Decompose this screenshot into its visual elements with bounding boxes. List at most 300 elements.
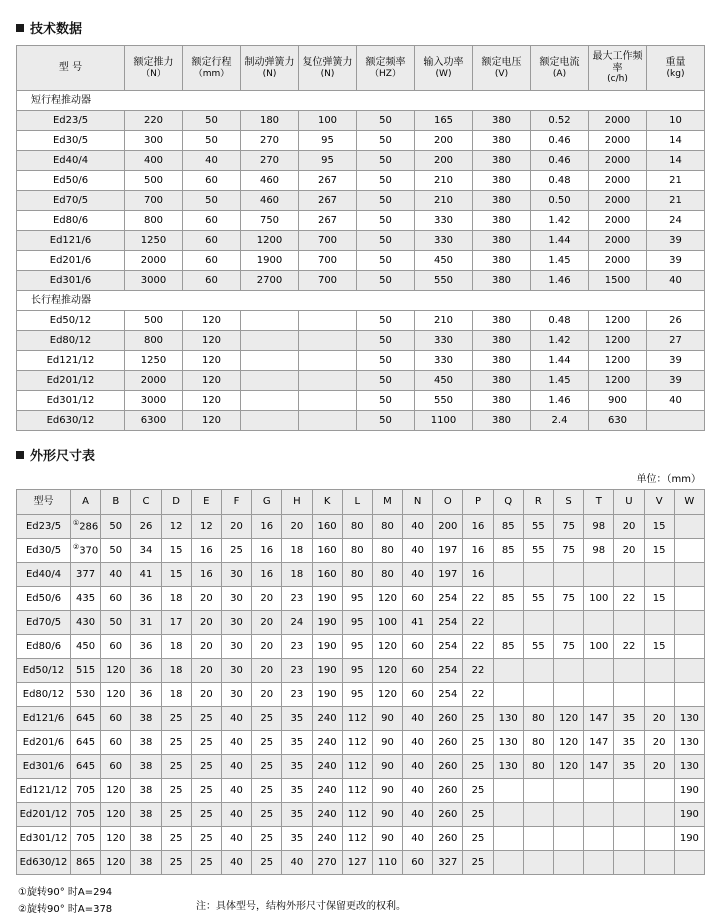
data-cell: 30 [221,611,251,635]
table-group-row [17,91,705,111]
data-cell: 25 [252,731,282,755]
table-row [17,851,705,875]
data-cell: 16 [191,563,221,587]
header-label: 额定电流 [539,57,580,69]
model-cell: Ed121/12 [17,779,71,803]
data-cell: 40 [403,803,433,827]
data-cell: 1200 [241,231,299,251]
data-cell: 120 [101,827,131,851]
data-cell [584,611,614,635]
data-cell: 112 [342,755,372,779]
data-cell: 16 [252,563,282,587]
data-cell [493,563,523,587]
data-cell: 200 [415,151,473,171]
data-cell: 197 [433,563,463,587]
data-cell: 75 [554,587,584,611]
model-cell: Ed23/5 [17,515,71,539]
data-cell: 60 [183,171,241,191]
data-cell [614,803,644,827]
data-cell: 50 [357,111,415,131]
data-cell: 50 [357,331,415,351]
data-cell: 254 [433,587,463,611]
data-cell: 25 [252,851,282,875]
data-cell: 90 [372,803,402,827]
data-cell: 20 [282,515,312,539]
header-unit: (W) [435,68,452,79]
data-cell: 435 [71,587,101,611]
data-cell: 23 [282,587,312,611]
data-cell: 25 [161,731,191,755]
model-cell: Ed70/5 [17,191,125,211]
model-cell: Ed40/4 [17,151,125,171]
data-cell [614,827,644,851]
table-row [17,231,705,251]
data-cell: 98 [584,539,614,563]
data-cell: 2000 [125,371,183,391]
data-cell [644,803,674,827]
data-cell: 120 [183,311,241,331]
data-cell [299,331,357,351]
table-row [17,803,705,827]
data-cell: 23 [282,635,312,659]
data-cell: 200 [415,131,473,151]
data-cell: 36 [131,635,161,659]
header-label: 制动弹簧力 [244,57,295,69]
data-cell [584,803,614,827]
data-cell: 16 [463,539,493,563]
data-cell: 3000 [125,391,183,411]
table-row [17,683,705,707]
data-cell: 530 [71,683,101,707]
data-cell: 377 [71,563,101,587]
data-cell: 260 [433,779,463,803]
data-cell: 55 [523,515,553,539]
table-row [17,611,705,635]
data-cell: 260 [433,707,463,731]
data-cell: 0.48 [531,171,589,191]
data-cell: 2.4 [531,411,589,431]
data-cell: 120 [372,659,402,683]
model-cell: Ed50/6 [17,171,125,191]
data-cell: 20 [191,683,221,707]
data-cell: 20 [191,659,221,683]
data-cell: 40 [221,803,251,827]
data-cell [554,611,584,635]
table-row [17,539,705,563]
data-cell: 25 [463,755,493,779]
data-cell: 1.42 [531,211,589,231]
data-cell: 0.48 [531,311,589,331]
tech-header-cell-3 [241,46,299,91]
table-group-row [17,291,705,311]
data-cell: 165 [415,111,473,131]
data-cell: 40 [647,391,705,411]
data-cell: 130 [493,755,523,779]
data-cell: 330 [415,351,473,371]
dim-header-cell-10: L [342,490,372,515]
data-cell: 380 [473,171,531,191]
header-unit: (A) [552,68,567,79]
table-row [17,171,705,191]
data-cell: 25 [252,803,282,827]
data-cell: 35 [282,779,312,803]
model-cell: Ed121/6 [17,231,125,251]
data-cell: 40 [221,779,251,803]
data-cell: 1.46 [531,391,589,411]
data-cell [554,683,584,707]
table-row [17,587,705,611]
data-cell: 270 [241,131,299,151]
data-cell: 50 [101,539,131,563]
dim-header-cell-13: O [433,490,463,515]
data-cell: 240 [312,827,342,851]
data-cell: 25 [463,827,493,851]
data-cell: 210 [415,191,473,211]
model-cell: Ed201/6 [17,731,71,755]
data-cell: 95 [299,151,357,171]
unit-note: 单位：（mm） [636,474,701,485]
data-cell: 180 [241,111,299,131]
data-cell: 10 [647,111,705,131]
data-cell [493,851,523,875]
data-cell: 190 [312,611,342,635]
dim-header-cell-3: C [131,490,161,515]
data-cell: 380 [473,111,531,131]
data-cell: 36 [131,683,161,707]
header-unit: （HZ） [370,68,401,79]
data-cell: 40 [403,755,433,779]
data-cell: 254 [433,635,463,659]
data-cell: 50 [357,211,415,231]
data-cell: 95 [342,635,372,659]
data-cell: 31 [131,611,161,635]
data-cell: 60 [101,587,131,611]
data-cell [554,563,584,587]
data-cell: 240 [312,707,342,731]
data-cell: 260 [433,755,463,779]
data-cell [554,779,584,803]
model-cell: Ed201/6 [17,251,125,271]
data-cell: 35 [282,731,312,755]
tech-header-cell-6 [415,46,473,91]
data-cell: 60 [403,635,433,659]
data-cell: 20 [252,635,282,659]
data-cell: 240 [312,779,342,803]
data-cell: 98 [584,515,614,539]
model-cell: Ed80/12 [17,331,125,351]
data-cell: 40 [403,515,433,539]
data-cell: 41 [403,611,433,635]
data-cell: 1900 [241,251,299,271]
data-cell [523,851,553,875]
data-cell: 20 [644,707,674,731]
model-cell: Ed80/6 [17,635,71,659]
data-cell: 20 [221,515,251,539]
bullet-square-icon [16,451,24,459]
data-cell: 20 [252,587,282,611]
data-cell: 645 [71,707,101,731]
data-cell [584,779,614,803]
data-cell: 25 [191,803,221,827]
data-cell: 80 [342,539,372,563]
data-cell: 22 [614,587,644,611]
data-cell: 1.44 [531,351,589,371]
dim-header-cell-4: D [161,490,191,515]
tech-header-cell-10 [647,46,705,91]
model-cell: Ed121/12 [17,351,125,371]
dim-header-cell-19: U [614,490,644,515]
table-row [17,111,705,131]
data-cell: 190 [312,659,342,683]
data-cell [523,563,553,587]
data-cell: 90 [372,707,402,731]
data-cell [614,683,644,707]
section-title-text: 技术数据 [30,22,83,37]
data-cell: 60 [101,755,131,779]
header-label: 输入功率 [423,57,464,69]
data-cell: 38 [131,827,161,851]
data-cell [493,611,523,635]
data-cell: 160 [312,563,342,587]
data-cell: 75 [554,539,584,563]
data-cell: 35 [282,803,312,827]
dim-header-cell-16: R [523,490,553,515]
data-cell [493,827,523,851]
data-cell: 700 [299,251,357,271]
data-cell: 22 [614,635,644,659]
data-cell: 100 [299,111,357,131]
data-cell: 50 [357,191,415,211]
data-cell: 220 [125,111,183,131]
dim-header-cell-17: S [554,490,584,515]
data-cell: 260 [433,803,463,827]
data-cell: 60 [403,683,433,707]
data-cell: 197 [433,539,463,563]
table-row [17,707,705,731]
data-cell: 120 [372,587,402,611]
header-unit: (N) [320,68,335,79]
data-cell [674,659,704,683]
data-cell [493,683,523,707]
data-cell: 26 [647,311,705,331]
data-cell: ①286 [71,515,101,539]
data-cell [674,515,704,539]
data-cell: 2000 [589,111,647,131]
tech-header-cell-9 [589,46,647,91]
data-cell: 95 [342,611,372,635]
data-cell: 60 [101,635,131,659]
table-row [17,211,705,231]
data-cell: 120 [183,371,241,391]
data-cell: 25 [161,779,191,803]
data-cell: 100 [584,587,614,611]
data-cell: 90 [372,755,402,779]
data-cell: 254 [433,683,463,707]
data-cell: 60 [403,851,433,875]
data-cell: 112 [342,827,372,851]
data-cell: 40 [403,827,433,851]
data-cell [644,563,674,587]
data-cell: 20 [614,539,644,563]
data-cell: 270 [241,151,299,171]
data-cell [554,851,584,875]
data-cell: 20 [644,731,674,755]
data-cell [644,659,674,683]
data-cell: 865 [71,851,101,875]
group-label: 长行程推动器 [17,291,705,311]
data-cell: 2000 [125,251,183,271]
data-cell: 330 [415,231,473,251]
header-unit: (kg) [666,68,685,79]
data-cell: 2000 [589,211,647,231]
data-cell: 50 [357,151,415,171]
table-row [17,731,705,755]
data-cell: 25 [252,827,282,851]
technical-data-table [16,45,705,431]
data-cell: 35 [614,731,644,755]
data-cell: 50 [357,311,415,331]
data-cell [523,827,553,851]
data-cell: 21 [647,191,705,211]
data-cell: 112 [342,779,372,803]
data-cell: 380 [473,311,531,331]
data-cell: 20 [191,587,221,611]
data-cell [299,351,357,371]
data-cell: 25 [463,851,493,875]
data-cell: 12 [191,515,221,539]
data-cell: 40 [221,731,251,755]
data-cell: 15 [644,515,674,539]
data-cell: 550 [415,271,473,291]
data-cell: 120 [101,779,131,803]
data-cell: 40 [183,151,241,171]
data-cell: 24 [647,211,705,231]
data-cell: 0.50 [531,191,589,211]
data-cell: 30 [221,683,251,707]
section-title-text: 外形尺寸表 [30,449,96,464]
data-cell [241,311,299,331]
data-cell: 130 [493,731,523,755]
header-label: 额定频率 [365,57,406,69]
data-cell: 15 [161,539,191,563]
data-cell: 112 [342,707,372,731]
tech-header-cell-8 [531,46,589,91]
data-cell: 515 [71,659,101,683]
data-cell: 190 [674,827,704,851]
data-cell [241,411,299,431]
data-cell: 40 [647,271,705,291]
data-cell: 120 [101,803,131,827]
data-cell: 112 [342,803,372,827]
data-cell: 20 [191,611,221,635]
data-cell: 800 [125,211,183,231]
data-cell: 40 [101,563,131,587]
data-cell: 630 [589,411,647,431]
table-row [17,351,705,371]
data-cell: 39 [647,251,705,271]
data-cell: 25 [463,779,493,803]
data-cell: 25 [161,851,191,875]
data-cell: 50 [357,231,415,251]
data-cell: 60 [183,211,241,231]
model-cell: Ed301/12 [17,391,125,411]
data-cell: 50 [357,351,415,371]
data-cell: 35 [282,755,312,779]
data-cell: 95 [342,683,372,707]
data-cell: 40 [221,755,251,779]
data-cell: 36 [131,587,161,611]
data-cell: 50 [101,611,131,635]
data-cell: 16 [252,539,282,563]
data-cell: 190 [312,635,342,659]
data-cell: 38 [131,779,161,803]
data-cell: 380 [473,151,531,171]
data-cell: 80 [523,755,553,779]
data-cell: 100 [372,611,402,635]
data-cell: 200 [433,515,463,539]
data-cell: 40 [403,563,433,587]
data-cell: 80 [372,539,402,563]
data-cell: 27 [647,331,705,351]
dim-header-cell-20: V [644,490,674,515]
data-cell: 25 [463,731,493,755]
dimensions-table-wrap [16,470,705,875]
data-cell: 20 [252,611,282,635]
datasheet-page [0,18,721,915]
data-cell: 260 [433,827,463,851]
table-row [17,411,705,431]
data-cell: 14 [647,151,705,171]
data-cell: 380 [473,251,531,271]
data-cell [674,851,704,875]
data-cell: 110 [372,851,402,875]
header-label: 复位弹簧力 [302,57,353,69]
dim-header-cell-1: A [71,490,101,515]
data-cell: 147 [584,731,614,755]
header-label: 额定推力 [133,57,174,69]
data-cell: 95 [342,587,372,611]
data-cell: 254 [433,611,463,635]
data-cell: 50 [357,171,415,191]
table-row [17,779,705,803]
data-cell: 18 [282,563,312,587]
data-cell: 20 [191,635,221,659]
data-cell: 40 [221,707,251,731]
data-cell: 254 [433,659,463,683]
table-row [17,755,705,779]
data-cell: 380 [473,331,531,351]
data-cell: 120 [183,331,241,351]
data-cell: 327 [433,851,463,875]
data-cell: 2000 [589,251,647,271]
data-cell [554,827,584,851]
group-label: 短行程推动器 [17,91,705,111]
data-cell [644,779,674,803]
data-cell: 80 [372,563,402,587]
data-cell: 800 [125,331,183,351]
data-cell: 50 [357,371,415,391]
data-cell: 40 [221,827,251,851]
data-cell: 147 [584,755,614,779]
data-cell: 36 [131,659,161,683]
data-cell: 60 [101,707,131,731]
data-cell: 1200 [589,331,647,351]
data-cell: 6300 [125,411,183,431]
data-cell [493,803,523,827]
data-cell: 460 [241,191,299,211]
data-cell [241,351,299,371]
dim-header-cell-14: P [463,490,493,515]
